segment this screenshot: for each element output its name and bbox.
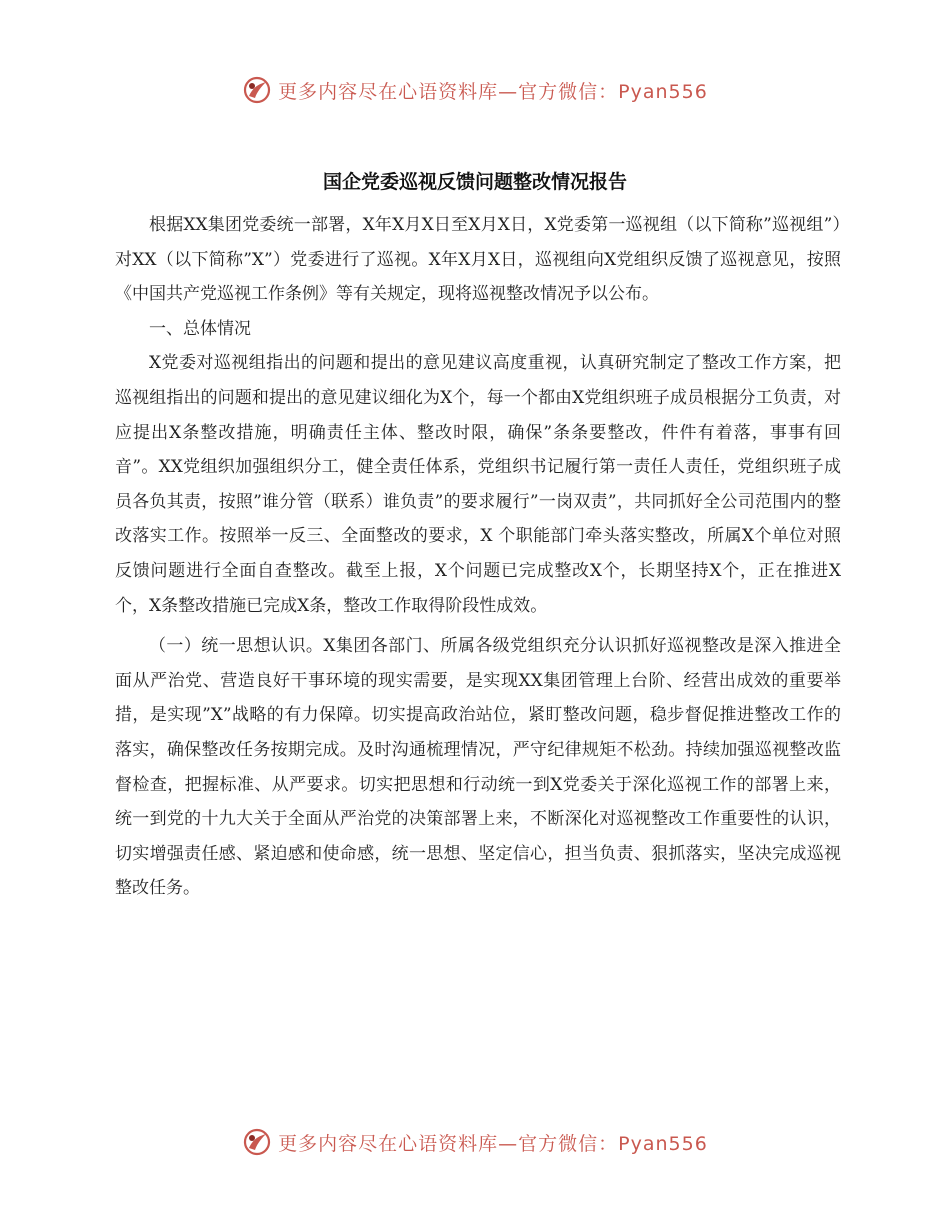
seal-logo-icon bbox=[242, 75, 272, 105]
paragraph-intro: 根据XX集团党委统一部署，X年X月X日至X月X日，X党委第一巡视组（以下简称”巡视组”）对XX（以下简称”X”）党委进行了巡视。X年X月X日，巡视组向X党组织反馈了巡视意见，按照《中国共产党巡视工作条例》等有关规定，现将巡视整改情况予以公布。 bbox=[115, 215, 841, 305]
watermark-text: 更多内容尽在心语资料库—官方微信：Pyan556 bbox=[278, 80, 708, 103]
document-body bbox=[115, 208, 841, 906]
bottom-watermark-banner bbox=[0, 1122, 950, 1162]
paragraph-subsection-1: （一）统一思想认识。X集团各部门、所属各级党组织充分认识抓好巡视整改是深入推进全面从严治党、营造良好干事环境的现实需要，是实现XX集团管理上台阶、经营出成效的重要举措，是实现”X”战略的有力保障。切实提高政治站位，紧盯整改问题，稳步督促推进整改工作的落实，确保整改任务按期完成。及时沟通梳理情况，严守纪律规矩不松劲。持续加强巡视整改监督检查，把握标准、从严要求。切实把思想和行动统一到X党委关于深化巡视工作的部署上来，统一到党的十九大关于全面从严治党的决策部署上来，不断深化对巡视整改工作重要性的认识，切实增强责任感、紧迫感和使命感，统一思想、坚定信心，担当负责、狠抓落实，坚决完成巡视整改任务。 bbox=[115, 636, 841, 899]
top-watermark-banner bbox=[0, 70, 950, 110]
seal-logo-icon bbox=[242, 1127, 272, 1157]
paragraph-overview: X党委对巡视组指出的问题和提出的意见建议高度重视，认真研究制定了整改工作方案，把巡视组指出的问题和提出的意见建议细化为X个，每一个都由X党组织班子成员根据分工负责，对应提出X条整改措施，明确责任主体、整改时限，确保”条条要整改，件件有着落，事事有回音”。XX党组织加强组织分工，健全责任体系，党组织书记履行第一责任人责任，党组织班子成员各负其责，按照”谁分管（联系）谁负责”的要求履行”一岗双责”，共同抓好全公司范围内的整改落实工作。按照举一反三、全面整改的要求，X 个职能部门牵头落实整改，所属X个单位对照反馈问题进行全面自查整改。截至上报，X个问题已完成整改X个，长期坚持X个，正在推进X个，X条整改措施已完成X条，整改工作取得阶段性成效。 bbox=[115, 353, 841, 616]
document-title: 国企党委巡视反馈问题整改情况报告 bbox=[322, 171, 627, 193]
section-heading: 一、总体情况 bbox=[149, 318, 251, 339]
watermark-text: 更多内容尽在心语资料库—官方微信：Pyan556 bbox=[278, 1132, 708, 1155]
